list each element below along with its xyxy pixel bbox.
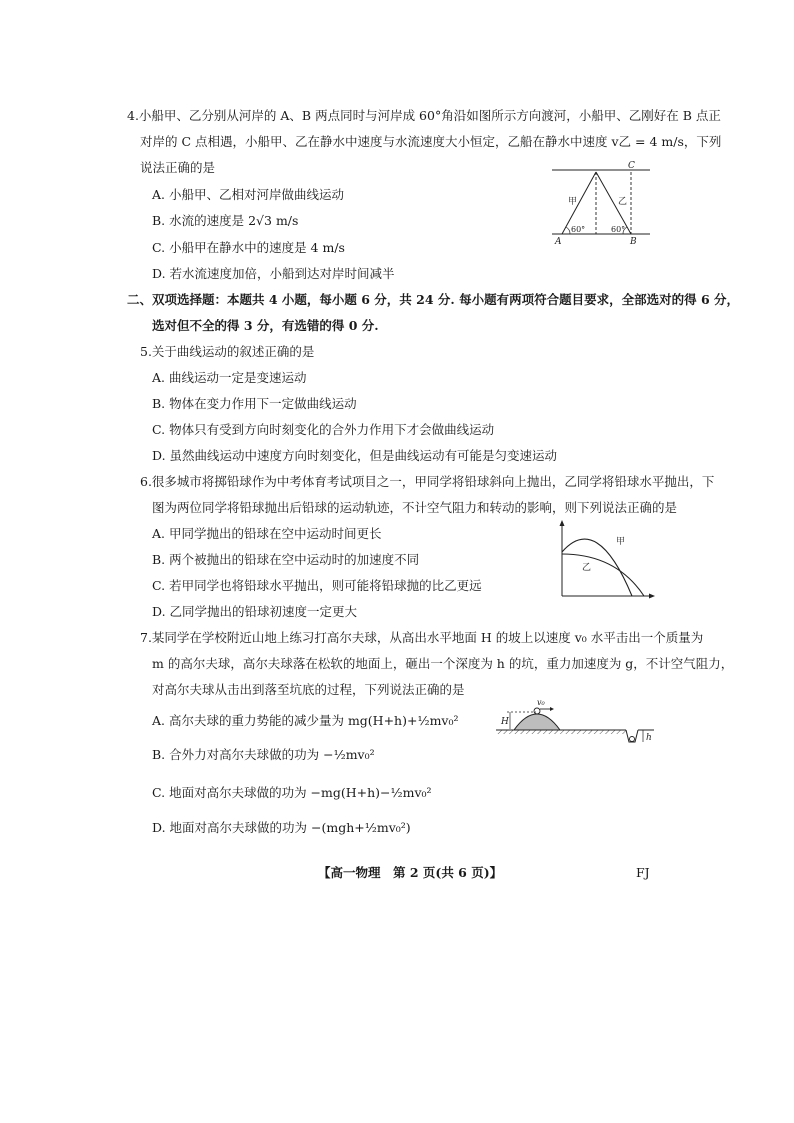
q5-option-b: B. 物体在变力作用下一定做曲线运动 (152, 396, 357, 411)
q6-option-a: A. 甲同学抛出的铅球在空中运动时间更长 (152, 526, 382, 541)
q4-label-a: A (555, 237, 562, 244)
q4-label-b: B (630, 237, 637, 244)
q6-label-jia: 甲 (616, 537, 626, 547)
q4-stem-line-3: 说法正确的是 (140, 160, 216, 175)
q7-option-c: C. 地面对高尔夫球做的功为 −mg(H+h)−½mv₀² (152, 785, 432, 800)
q6-stem-line-2: 图为两位同学将铅球抛出后铅球的运动轨迹，不计空气阻力和转动的影响，则下列说法正确的是 (152, 500, 678, 515)
page-footer: 【高一物理 第 2 页(共 6 页)】 (318, 865, 503, 880)
q4-option-a: A. 小船甲、乙相对河岸做曲线运动 (152, 187, 344, 202)
q5-option-d: D. 虽然曲线运动中速度方向时刻变化，但是曲线运动有可能是匀变速运动 (152, 448, 558, 463)
q7-golf-figure (496, 696, 656, 748)
q7-stem-line-3: 对高尔夫球从击出到落至坑底的过程，下列说法正确的是 (152, 682, 465, 697)
q5-option-c: C. 物体只有受到方向时刻变化的合外力作用下才会做曲线运动 (152, 422, 495, 437)
q4-stem-line-1: 4.小船甲、乙分别从河岸的 A、B 两点同时与河岸成 60°角沿如图所示方向渡河，小船甲、乙刚好在 B 点正 (127, 108, 721, 123)
q4-option-b: B. 水流的速度是 2√3 m/s (152, 213, 299, 228)
q4-river-figure (552, 158, 652, 244)
q7-option-b: B. 合外力对高尔夫球做的功为 −½mv₀² (152, 747, 375, 762)
q5-option-a: A. 曲线运动一定是变速运动 (152, 370, 307, 385)
q7-label-h: h (646, 733, 652, 743)
q7-label-v0: v₀ (537, 698, 545, 707)
q4-label-c: C (628, 161, 635, 171)
q4-angle-b: 60° (611, 225, 626, 234)
q7-stem-line-2: m 的高尔夫球，高尔夫球落在松软的地面上，砸出一个深度为 h 的坑，重力加速度为 g，不计空气阻力， (152, 656, 734, 671)
q6-option-c: C. 若甲同学也将铅球水平抛出，则可能将铅球抛的比乙更远 (152, 578, 482, 593)
q7-option-a: A. 高尔夫球的重力势能的减少量为 mg(H+h)+½mv₀² (152, 713, 459, 728)
q4-angle-a: 60° (571, 225, 586, 234)
q6-stem-line-1: 6.很多城市将掷铅球作为中考体育考试项目之一，甲同学将铅球斜向上抛出，乙同学将铅球水平抛出，下 (140, 474, 715, 489)
page-code: FJ (636, 865, 650, 880)
q6-label-yi: 乙 (582, 563, 592, 573)
q7-label-H: H (501, 717, 509, 727)
q5-stem: 5.关于曲线运动的叙述正确的是 (140, 344, 315, 359)
q7-stem-line-1: 7.某同学在学校附近山地上练习打高尔夫球，从高出水平地面 H 的坡上以速度 v₀ 水平击出一个质量为 (140, 630, 704, 645)
q4-option-c: C. 小船甲在静水中的速度是 4 m/s (152, 240, 345, 255)
q4-label-jia: 甲 (568, 197, 578, 207)
q4-option-d: D. 若水流速度加倍，小船到达对岸时间减半 (152, 266, 395, 281)
q7-option-d: D. 地面对高尔夫球做的功为 −(mgh+½mv₀²) (152, 820, 411, 835)
q6-option-b: B. 两个被抛出的铅球在空中运动时的加速度不同 (152, 552, 420, 567)
q6-option-d: D. 乙同学抛出的铅球初速度一定更大 (152, 604, 358, 619)
q6-trajectory-figure (556, 520, 656, 600)
q4-label-yi: 乙 (618, 197, 628, 207)
section2-header-line-1: 二、双项选择题：本题共 4 小题，每小题 6 分，共 24 分. 每小题有两项符合题目要求，全部选对的得 6 分， (127, 292, 740, 307)
q4-stem-line-2: 对岸的 C 点相遇，小船甲、乙在静水中速度与水流速度大小恒定，乙船在静水中速度 v乙 = 4 m/s，下列 (140, 134, 722, 149)
section2-header-line-2: 选对但不全的得 3 分，有选错的得 0 分. (152, 318, 379, 333)
